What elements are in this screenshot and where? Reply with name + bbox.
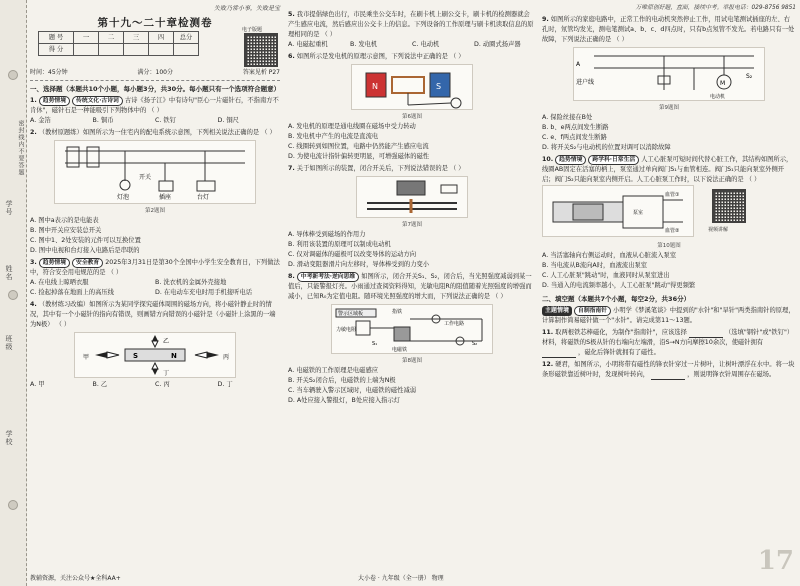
figure-caption: 第10题图 — [657, 243, 681, 249]
svg-text:A: A — [576, 61, 581, 68]
question-number: 1. — [30, 97, 37, 104]
option[interactable]: C. 铁钉 — [155, 117, 176, 124]
svg-text:S₂: S₂ — [746, 73, 753, 80]
score-header-cell: 总分 — [174, 32, 199, 44]
figure-home-circuit — [573, 47, 765, 101]
label-socket: 插座 — [159, 194, 172, 201]
answer-paren[interactable]: （ ） — [449, 165, 465, 172]
label-force-resistor: 力敏电阻 — [336, 327, 357, 333]
label-lamp: 灯泡 — [117, 194, 130, 201]
answer-blank[interactable] — [542, 350, 576, 358]
punch-hole — [8, 500, 18, 510]
option[interactable]: A. 电磁起重机 — [288, 41, 328, 48]
question-number: 2. — [30, 129, 37, 136]
option[interactable]: D. A处应接入警报灯，B处应接入指示灯 — [288, 397, 400, 404]
score-header-cell: 题 号 — [39, 32, 74, 44]
option[interactable]: C. 仅对调磁体的磁极可以改变导体的运动方向 — [288, 251, 417, 258]
question-number: 7. — [288, 165, 295, 172]
options — [30, 116, 280, 126]
label-desk-lamp: 台灯 — [197, 194, 210, 201]
option[interactable]: B. 开关S₂闭合后，电磁铁的上端为N极 — [288, 377, 396, 384]
answer-reference: 答案见析 P27 — [242, 69, 280, 76]
option[interactable]: D. 将开关S₂与电动机的位置对调可以消除故障 — [542, 144, 671, 151]
question-number: 6. — [288, 53, 295, 60]
label-electromagnet: 电磁铁 — [392, 347, 408, 353]
label-service-line: 进户线 — [576, 79, 595, 86]
answer-paren[interactable]: （ ） — [148, 107, 163, 114]
question-11 — [542, 328, 796, 358]
option[interactable]: B. b、e两点间发生断路 — [542, 124, 609, 131]
option[interactable]: A. 当活塞轴向右侧运动时，血液从心脏流入泵室 — [542, 252, 677, 259]
svg-text:N: N — [372, 82, 378, 91]
margin-label-school: 学校 — [5, 430, 13, 446]
question-5 — [288, 10, 536, 50]
label-pump-chamber: 泵室 — [633, 210, 644, 216]
binding-margin — [0, 0, 27, 586]
footer-center: 大小卷 · 九年级（全一册） 物理 — [358, 575, 444, 582]
score-cell[interactable] — [74, 44, 99, 56]
answer-blank[interactable] — [651, 372, 685, 380]
page-title: 第十九～二十章检测卷 — [97, 17, 213, 29]
score-cell[interactable] — [174, 44, 199, 56]
trend-tag: 趋势情境 — [39, 96, 70, 106]
question-number: 3. — [30, 259, 37, 266]
topic-tag: 安全教育 — [72, 258, 103, 268]
question-text: 2025年3月31日是第30个全国中小学生安全教育日，下列做法中，符合安全用电规范的是 — [30, 259, 280, 276]
option[interactable]: B. 当电流从B流向A时，血液流出泵室 — [542, 262, 648, 269]
question-1 — [30, 96, 280, 126]
answer-paren[interactable]: （ ） — [449, 53, 465, 60]
header-tagline: 失败乃常小事，失败是宝 — [213, 5, 280, 12]
question-number: 12. — [542, 361, 554, 368]
score-header-cell: 得 分 — [39, 44, 74, 56]
option[interactable]: D. 为使电流计指针偏转更明显，可增强磁体的磁性 — [288, 153, 430, 160]
label-warning-board: 警示区域板 — [338, 311, 364, 317]
question-text: 硬君，如图所示，小明将带有磁性的锋衣针穿过一片树叶，让树叶漂浮在水中。将一块条形磁铁靠近树叶时，发现树叶转向， — [542, 361, 795, 378]
question-2 — [30, 128, 280, 256]
label-s2: S₂ — [472, 341, 478, 347]
option[interactable]: D. 丁 — [217, 381, 233, 388]
option[interactable]: A. 保险丝接在B处 — [542, 114, 593, 121]
figure-rail-device — [356, 176, 468, 218]
question-10 — [542, 155, 796, 291]
exam-time: 时间：45分钟 — [30, 69, 68, 76]
question-number: 10. — [542, 156, 554, 163]
option[interactable]: A. 金箔 — [30, 117, 51, 124]
question-number: 8. — [288, 273, 295, 280]
label-motor: 电动机 — [710, 94, 726, 100]
options — [288, 40, 536, 50]
svg-text:N: N — [171, 352, 177, 360]
option[interactable]: D. 铜尺 — [217, 117, 239, 124]
column-right — [542, 0, 796, 586]
option[interactable]: A. 电磁铁的工作原理是电磁感应 — [288, 367, 379, 374]
option[interactable]: C. 捡起掉落在地面上的高压线 — [30, 289, 114, 296]
svg-text:S: S — [436, 82, 442, 91]
question-3 — [30, 258, 280, 298]
qr-code-icon[interactable] — [244, 33, 278, 67]
answer-paren[interactable]: （ ） — [613, 36, 628, 43]
figure-magnet-needles — [74, 332, 236, 378]
option[interactable]: C. 电动机 — [412, 41, 440, 48]
option[interactable]: B. 图中开关应安装总开关 — [30, 227, 102, 234]
figure-generator — [351, 64, 473, 110]
option[interactable]: B. 乙 — [92, 381, 108, 388]
theme-intro — [542, 306, 796, 326]
page-number-mark: 17 — [757, 546, 794, 576]
label-jia: 甲 — [83, 354, 90, 361]
question-12 — [542, 360, 796, 380]
option[interactable]: D. 图中电视和台灯接入电路后是串联的 — [30, 247, 140, 254]
option[interactable]: C. 丙 — [155, 381, 170, 388]
question-number: 9. — [542, 16, 549, 23]
magnet-svg — [75, 333, 235, 377]
question-text: 人工心脏泵可短时间代替心脏工作，其结构如图所示，线圈AB固定在活塞的柄上，泵室通过单向阀门S₁与血管相连。阀门S₁只能向泵室外侧开启；阀门S₂只能向泵室内侧开启。人工心脏泵工作时，以下说法正确的是 — [542, 156, 793, 183]
option[interactable]: A. 甲 — [30, 381, 45, 388]
option[interactable]: B. 铜币 — [92, 117, 114, 124]
trend-tag: 趋势情境 — [555, 155, 586, 165]
option[interactable]: D. 在电动车充电时用手机接听电话 — [155, 289, 253, 296]
question-text: 我市提倡绿色出行，市民乘坐公交车时，在刷卡机上刷公交卡，刷卡机的检测器就会产生感应电流，然后感应出公交卡上的信息。下列设备的工作原理与刷卡机读取信息的原理相同的是 — [288, 11, 534, 38]
figure-caption: 第7题图 — [402, 222, 422, 228]
question-text: 如图所示是发电机的原理示意图，下列说法中正确的是 — [296, 53, 448, 60]
score-area — [30, 27, 280, 65]
figure-caption: 第2题图 — [145, 208, 165, 214]
svg-text:M: M — [720, 80, 726, 87]
question-text: （教材原题练）如图所示为一住宅内的配电系统示意图，下列相关说法正确的是 — [38, 129, 260, 136]
rail-svg — [357, 177, 467, 217]
figure-caption: 第8题图 — [402, 358, 422, 364]
question-9 — [542, 15, 796, 153]
question-text: 取两根铁芯棒磁化，为制作"指南针"，应该选择 — [555, 329, 687, 336]
label-yi: 乙 — [163, 338, 170, 345]
question-4 — [30, 300, 280, 390]
question-8 — [288, 272, 536, 406]
option[interactable]: B. 发电机 — [350, 41, 378, 48]
section-heading: 二、填空题（本题共7个小题，每空2分，共36分） — [542, 295, 691, 303]
score-cell[interactable] — [149, 44, 174, 56]
option[interactable]: D. 滑动变阻器滑片向左移时，导体棒受到的力变小 — [288, 261, 430, 268]
option[interactable]: A. 发电机的原理是通电线圈在磁场中受力转动 — [288, 123, 416, 130]
generator-svg — [352, 65, 472, 109]
margin-label-name: 姓名 — [5, 265, 13, 281]
question-text: 如图所示，闭合开关S₁、S₂，闭合后，当光照强度减弱到某一值后，只能警报灯亮。小雨通过查阅资料得知，光敏电阻R的阻值随着光照强度的增强而减小，已知R₀为定值电阻。随环境光照强度的增大而，下列说法正确的是 — [288, 273, 532, 300]
theme-topic-tag: 自制指南针 — [574, 306, 611, 316]
label-vessel-1: 血管① — [665, 192, 680, 198]
question-number: 5. — [288, 11, 295, 18]
score-header-cell: 二 — [99, 32, 124, 44]
answer-paren[interactable]: （ ） — [745, 176, 761, 183]
qr-code-icon[interactable] — [712, 189, 746, 223]
exam-meta — [30, 68, 280, 81]
score-cell[interactable] — [99, 44, 124, 56]
label-armature: 指铁 — [392, 309, 403, 315]
option[interactable]: B. 利用该装置的原理可以制成电动机 — [288, 241, 391, 248]
column-middle — [288, 0, 536, 586]
option[interactable]: C. 当车辆驶入警示区域时，电磁铁的磁性减弱 — [288, 387, 417, 394]
alarm-svg — [332, 305, 492, 353]
label-ding: 丁 — [163, 370, 170, 377]
seal-line-note: 密封线内不要答题 — [17, 120, 24, 176]
question-text: 如图所示的家庭电路中，正常工作的电动机突然停止工作，用试电笔测试插座的左、右孔时，氖管均发光，测电笔测试a、b、c、d四点时，只有b点氖管不发光。若电路只有一处故障，下列说法正确的是 — [542, 16, 795, 43]
label-work-circuit: 工作电路 — [444, 321, 465, 327]
question-text: （教材练习改编）如图所示为某同学探究磁体周围的磁场方向，将小磁针静止时的情况，其中有一个小磁针的指向有错误，则画错方向错误的小磁针是（小磁针上涂黑的一端为N极） — [30, 301, 276, 328]
label-switch: 开关 — [139, 174, 152, 181]
svg-text:S: S — [133, 352, 139, 360]
figure-heart-pump — [542, 185, 694, 237]
options — [30, 380, 280, 390]
header-top-right: 万唯原创好题，直面，接续中考。举报电话：029-8756 9851 — [635, 5, 796, 11]
option[interactable]: C. 线圈转到如图位置，电路中仍然能产生感应电流 — [288, 143, 429, 150]
answer-paren[interactable]: （ ） — [55, 321, 71, 328]
wiring-diagram-svg — [55, 141, 255, 203]
figure-caption: 第9题图 — [659, 105, 679, 111]
theme-text: 小明学《梦溪笔谈》中提到的"水针"和"旱针"两类指南针的原理，计算制作简易磁针做一个"水针"。请完成第11～13题。 — [542, 307, 795, 324]
exam-full-score: 满分：100分 — [137, 69, 173, 76]
score-table — [38, 31, 199, 56]
margin-label-number: 学号 — [5, 200, 13, 216]
options — [30, 278, 280, 298]
option[interactable]: D. 动圈式扬声器 — [474, 41, 521, 48]
label-s1: S₁ — [372, 341, 378, 347]
label-vessel-2: 血管② — [665, 228, 680, 234]
question-7 — [288, 164, 536, 270]
option[interactable]: A. 导体棒受到磁场的作用力 — [288, 231, 366, 238]
question-number: 4. — [30, 301, 37, 308]
score-cell[interactable] — [124, 44, 149, 56]
question-number: 11. — [542, 329, 554, 336]
option[interactable]: A. 在电线上晾晒衣服 — [30, 279, 89, 286]
column-left — [30, 0, 280, 586]
answer-blank[interactable] — [689, 330, 723, 338]
qr-video-label: 视频讲解 — [708, 227, 729, 233]
figure-alarm-circuit — [331, 304, 493, 354]
label-bing: 丙 — [223, 354, 230, 361]
section-heading: 一、选择题（本题共10个小题，每小题3分，共30分。每小题只有一个选项符合题意） — [30, 85, 281, 93]
option[interactable]: C. 人工心脏泵"跳动"时，血液同时从泵室进出 — [542, 272, 670, 279]
question-text: 古诗《扬子江》中有诗句"臣心一片磁针石，不指南方不肯休"，磁针石是一种能吸引下列物体中的 — [30, 97, 279, 114]
answer-paren[interactable]: （ ） — [492, 293, 507, 300]
heart-pump-svg — [543, 186, 693, 236]
figure-wiring-diagram — [54, 140, 256, 204]
question-6 — [288, 52, 536, 162]
margin-label-class: 班级 — [5, 335, 13, 351]
footer-left: 教辅资源，关注公众号★全科AA+ — [30, 575, 121, 582]
punch-hole — [8, 290, 18, 300]
figure-row — [542, 185, 796, 241]
qr-note: 电子版题 — [242, 27, 263, 33]
option[interactable]: A. 图中a表示的是电能表 — [30, 217, 99, 224]
theme-banner: 主题情境 — [542, 306, 572, 316]
topic-tag: 跨学科·日常生活 — [588, 155, 639, 165]
option[interactable]: B. 洗衣机的金属外壳接地 — [155, 279, 227, 286]
score-header-cell: 一 — [74, 32, 99, 44]
punch-hole — [8, 70, 18, 80]
question-text-cont: （选填"钢针"或"铁钉"）材料，将磁铁的S极从针的右端向左端滑，沿S→N方向摩擦10余次，使磁针拥有 — [542, 329, 794, 346]
answer-paren[interactable]: （ ） — [261, 129, 276, 136]
answer-paren[interactable]: （ ） — [107, 269, 123, 276]
home-circuit-svg — [574, 48, 764, 100]
question-text: 关于如图所示的装置，闭合开关后，下列说法错误的是 — [296, 165, 448, 172]
topic-tag: 中考新考法·逆向思维 — [297, 272, 359, 282]
answer-paren[interactable]: （ ） — [321, 31, 337, 38]
topic-tag: 传统文化·古诗词 — [72, 96, 123, 106]
option[interactable]: C. 图中1、2处安装的元件可以互换位置 — [30, 237, 141, 244]
option[interactable]: C. e、f两点间发生断路 — [542, 134, 607, 141]
option[interactable]: D. 当通入的电流频率越小，人工心脏泵"跳动"得更频繁 — [542, 282, 696, 289]
trend-tag: 趋势情境 — [39, 258, 70, 268]
question-text-tail: ，磁化后锋针就拥有了磁性。 — [578, 349, 660, 356]
score-header-cell: 四 — [149, 32, 174, 44]
option[interactable]: B. 发电机中产生的电流是直流电 — [288, 133, 379, 140]
score-header-cell: 三 — [124, 32, 149, 44]
question-text-tail: ，则说明锋衣针周围存在磁场。 — [687, 371, 776, 378]
figure-caption: 第6题图 — [402, 114, 422, 120]
